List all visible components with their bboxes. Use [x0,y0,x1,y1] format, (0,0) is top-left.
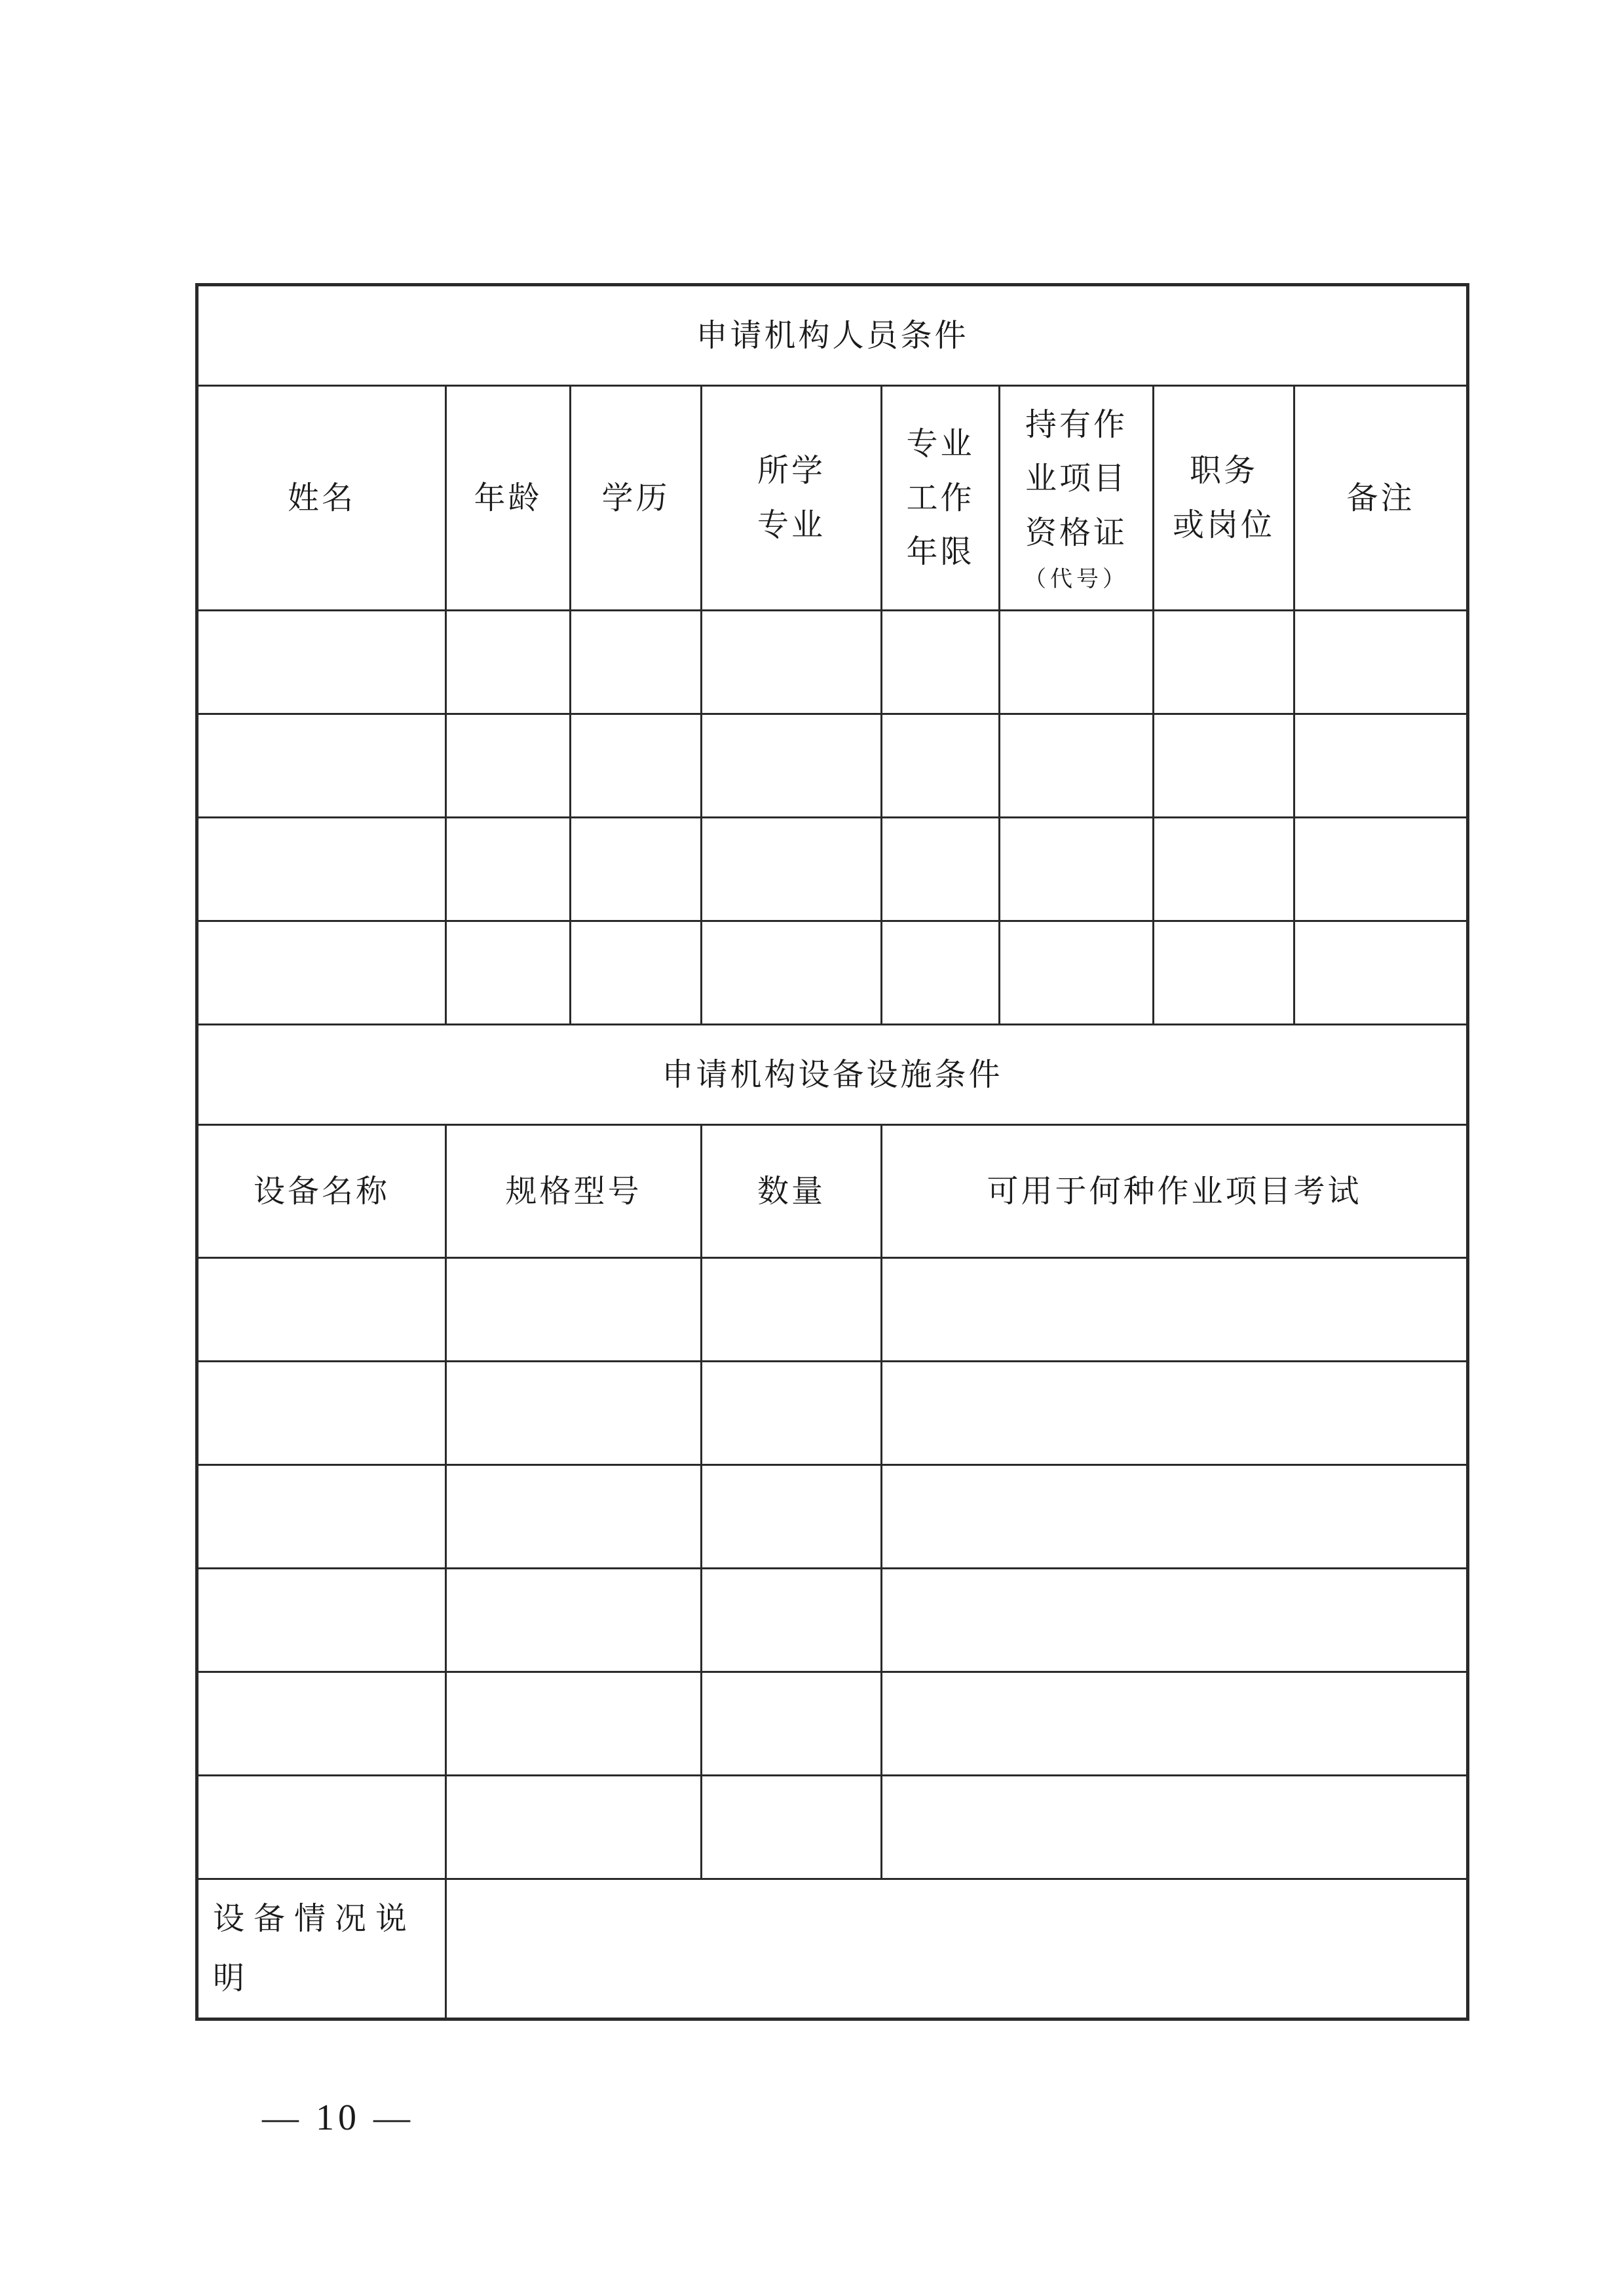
equipment-cell[interactable] [197,1672,446,1776]
header-work-years: 专业 工作 年限 [882,386,1000,611]
equipment-row [197,1465,1468,1569]
equipment-cell[interactable] [702,1776,882,1879]
header-major: 所学 专业 [702,386,882,611]
equipment-cell[interactable] [197,1569,446,1672]
personnel-cell[interactable] [1154,818,1294,921]
header-name: 姓名 [197,386,446,611]
equipment-cell[interactable] [197,1776,446,1879]
equipment-row [197,1258,1468,1362]
equipment-row [197,1362,1468,1465]
personnel-cell[interactable] [197,611,446,714]
equipment-cell[interactable] [882,1258,1468,1362]
equipment-note-label: 设备情况说明 [197,1879,446,2019]
equipment-row [197,1776,1468,1879]
personnel-title-row [197,285,1468,386]
personnel-cell[interactable] [702,818,882,921]
equipment-note-field[interactable] [446,1879,1468,2019]
personnel-cell[interactable] [1000,611,1154,714]
form-table [195,283,1469,2021]
equipment-cell[interactable] [197,1362,446,1465]
personnel-cell[interactable] [882,611,1000,714]
equipment-cell[interactable] [702,1258,882,1362]
personnel-cell[interactable] [1154,611,1294,714]
header-certificate: 持有作 业项目 资格证 （代号） [1000,386,1154,611]
header-position: 职务 或岗位 [1154,386,1294,611]
equipment-cell[interactable] [702,1465,882,1569]
personnel-row [197,611,1468,714]
personnel-section-title: 申请机构人员条件 [197,285,1468,386]
header-education: 学历 [571,386,702,611]
personnel-cell[interactable] [197,818,446,921]
personnel-cell[interactable] [571,714,702,818]
equipment-cell[interactable] [882,1465,1468,1569]
personnel-cell[interactable] [702,921,882,1025]
page-number: — 10 — [262,2097,414,2138]
header-remarks: 备注 [1294,386,1468,611]
equipment-cell[interactable] [882,1362,1468,1465]
personnel-cell[interactable] [197,714,446,818]
personnel-cell[interactable] [702,611,882,714]
personnel-cell[interactable] [446,611,571,714]
personnel-cell[interactable] [1000,818,1154,921]
personnel-cell[interactable] [1154,714,1294,818]
equipment-cell[interactable] [446,1672,702,1776]
personnel-cell[interactable] [446,818,571,921]
equipment-cell[interactable] [702,1569,882,1672]
equipment-title-row [197,1025,1468,1125]
personnel-cell[interactable] [446,714,571,818]
equipment-cell[interactable] [702,1672,882,1776]
header-age: 年龄 [446,386,571,611]
equipment-cell[interactable] [882,1776,1468,1879]
personnel-row [197,921,1468,1025]
header-equipment-name: 设备名称 [197,1125,446,1258]
personnel-cell[interactable] [1294,611,1468,714]
equipment-header-row [197,1125,1468,1258]
personnel-cell[interactable] [1294,714,1468,818]
header-quantity: 数量 [702,1125,882,1258]
personnel-cell[interactable] [1154,921,1294,1025]
personnel-cell[interactable] [571,611,702,714]
equipment-row [197,1672,1468,1776]
header-model: 规格型号 [446,1125,702,1258]
equipment-cell[interactable] [446,1258,702,1362]
equipment-cell[interactable] [197,1258,446,1362]
personnel-cell[interactable] [1294,921,1468,1025]
equipment-cell[interactable] [197,1465,446,1569]
personnel-cell[interactable] [1294,818,1468,921]
equipment-cell[interactable] [446,1569,702,1672]
personnel-cell[interactable] [446,921,571,1025]
personnel-header-row [197,386,1468,611]
personnel-row [197,818,1468,921]
personnel-cell[interactable] [197,921,446,1025]
personnel-cell[interactable] [1000,714,1154,818]
equipment-cell[interactable] [882,1672,1468,1776]
personnel-cell[interactable] [571,818,702,921]
application-form [195,283,1466,2021]
personnel-cell[interactable] [1000,921,1154,1025]
personnel-row [197,714,1468,818]
personnel-cell[interactable] [882,818,1000,921]
equipment-cell[interactable] [446,1776,702,1879]
equipment-cell[interactable] [702,1362,882,1465]
equipment-section-title: 申请机构设备设施条件 [197,1025,1468,1125]
equipment-row [197,1569,1468,1672]
equipment-cell[interactable] [446,1465,702,1569]
personnel-cell[interactable] [702,714,882,818]
personnel-cell[interactable] [882,714,1000,818]
equipment-cell[interactable] [882,1569,1468,1672]
equipment-note-row [197,1879,1468,2019]
personnel-cell[interactable] [571,921,702,1025]
personnel-cell[interactable] [882,921,1000,1025]
equipment-cell[interactable] [446,1362,702,1465]
header-applicable-exam: 可用于何种作业项目考试 [882,1125,1468,1258]
